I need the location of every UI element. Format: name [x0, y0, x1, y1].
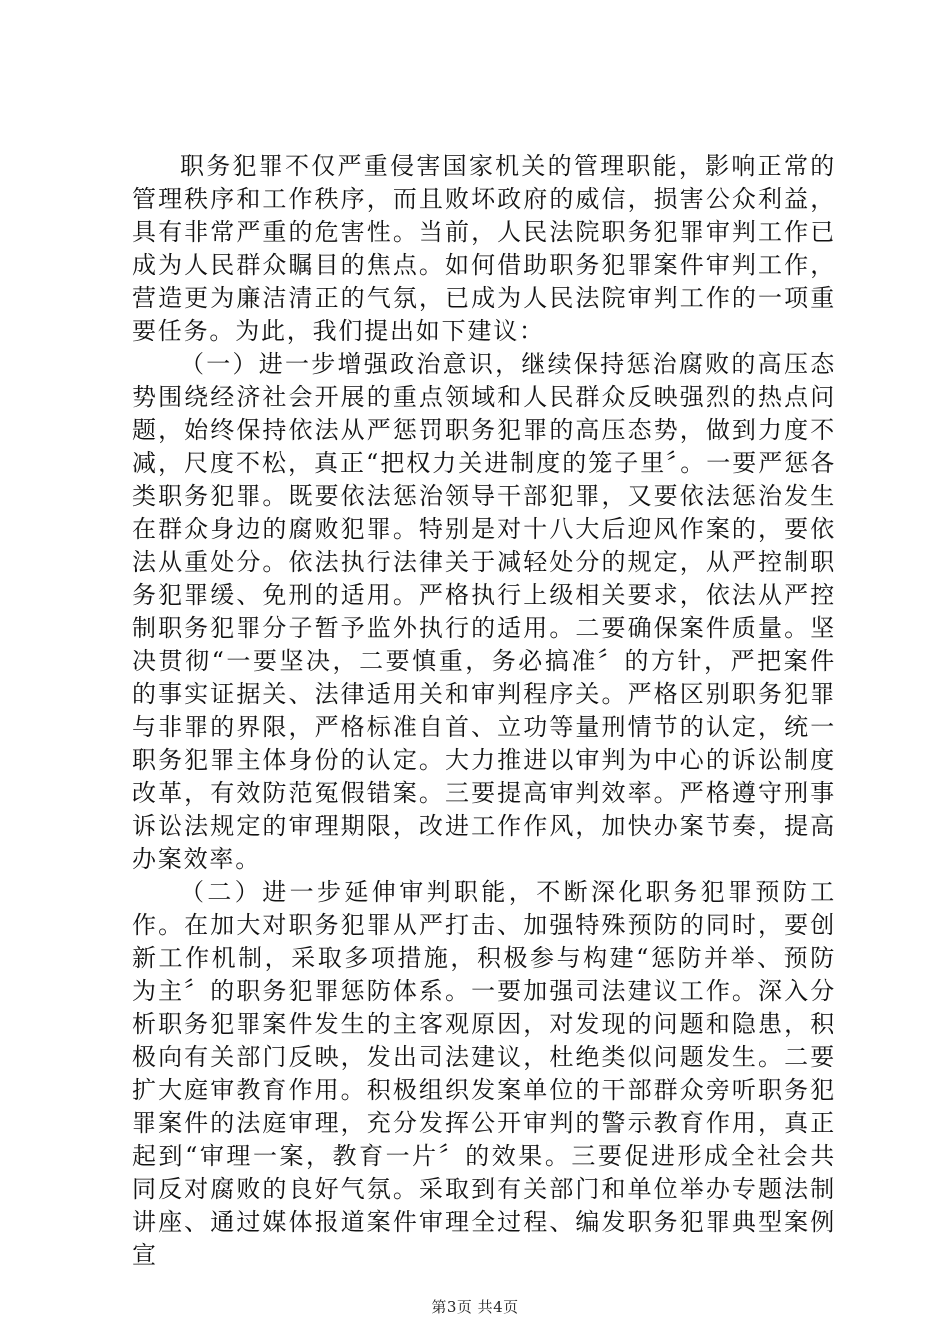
paragraph-section-one: （一）进一步增强政治意识，继续保持惩治腐败的高压态势围绕经济社会开展的重点领域和人民群众反映强烈的热点问题，始终保持依法从严惩罚职务犯罪的高压态势，做到力度不减，尺度不松，真正“把权力关进制度的笼子里〞。一要严惩各类职务犯罪。既要依法惩治领导干部犯罪，又要依法惩治发生在群众身边的腐败犯罪。特别是对十八大后迎风作案的，要依法从重处分。依法执行法律关于减轻处分的规定，从严控制职务犯罪缓、免刑的适用。严格执行上级相关要求，依法从严控制职务犯罪分子暂予监外执行的适用。二要确保案件质量。坚决贯彻“一要坚决，二要慎重，务必搞准〞的方针，严把案件的事实证据关、法律适用关和审判程序关。严格区别职务犯罪与非罪的界限，严格标准自首、立功等量刑情节的认定，统一职务犯罪主体身份的认定。大力推进以审判为中心的诉讼制度改革，有效防范冤假错案。三要提高审判效率。严格遵守刑事诉讼法规定的审理期限，改进工作作风，加快办案节奏，提高办案效率。 — [132, 350, 836, 873]
page-number-footer: 第3页 共4页 — [431, 1298, 519, 1316]
document-body — [132, 150, 836, 1272]
paragraph-intro: 职务犯罪不仅严重侵害国家机关的管理职能，影响正常的管理秩序和工作秩序，而且败坏政府的威信，损害公众利益，具有非常严重的危害性。当前，人民法院职务犯罪审判工作已成为人民群众瞩目的焦点。如何借助职务犯罪案件审判工作，营造更为廉洁清正的气氛，已成为人民法院审判工作的一项重要任务。为此，我们提出如下建议： — [132, 152, 836, 345]
paragraph-section-two: （二）进一步延伸审判职能，不断深化职务犯罪预防工作。在加大对职务犯罪从严打击、加强特殊预防的同时，要创新工作机制，采取多项措施，积极参与构建“惩防并举、预防为主〞的职务犯罪惩防体系。一要加强司法建议工作。深入分析职务犯罪案件发生的主客观原因，对发现的问题和隐患，积极向有关部门反映，发出司法建议，杜绝类似问题发生。二要扩大庭审教育作用。积极组织发案单位的干部群众旁听职务犯罪案件的法庭审理，充分发挥公开审判的警示教育作用，真正起到“审理一案，教育一片〞的效果。三要促进形成全社会共同反对腐败的良好气氛。采取到有关部门和单位举办专题法制讲座、通过媒体报道案件审理全过程、编发职务犯罪典型案例宣 — [132, 878, 836, 1269]
